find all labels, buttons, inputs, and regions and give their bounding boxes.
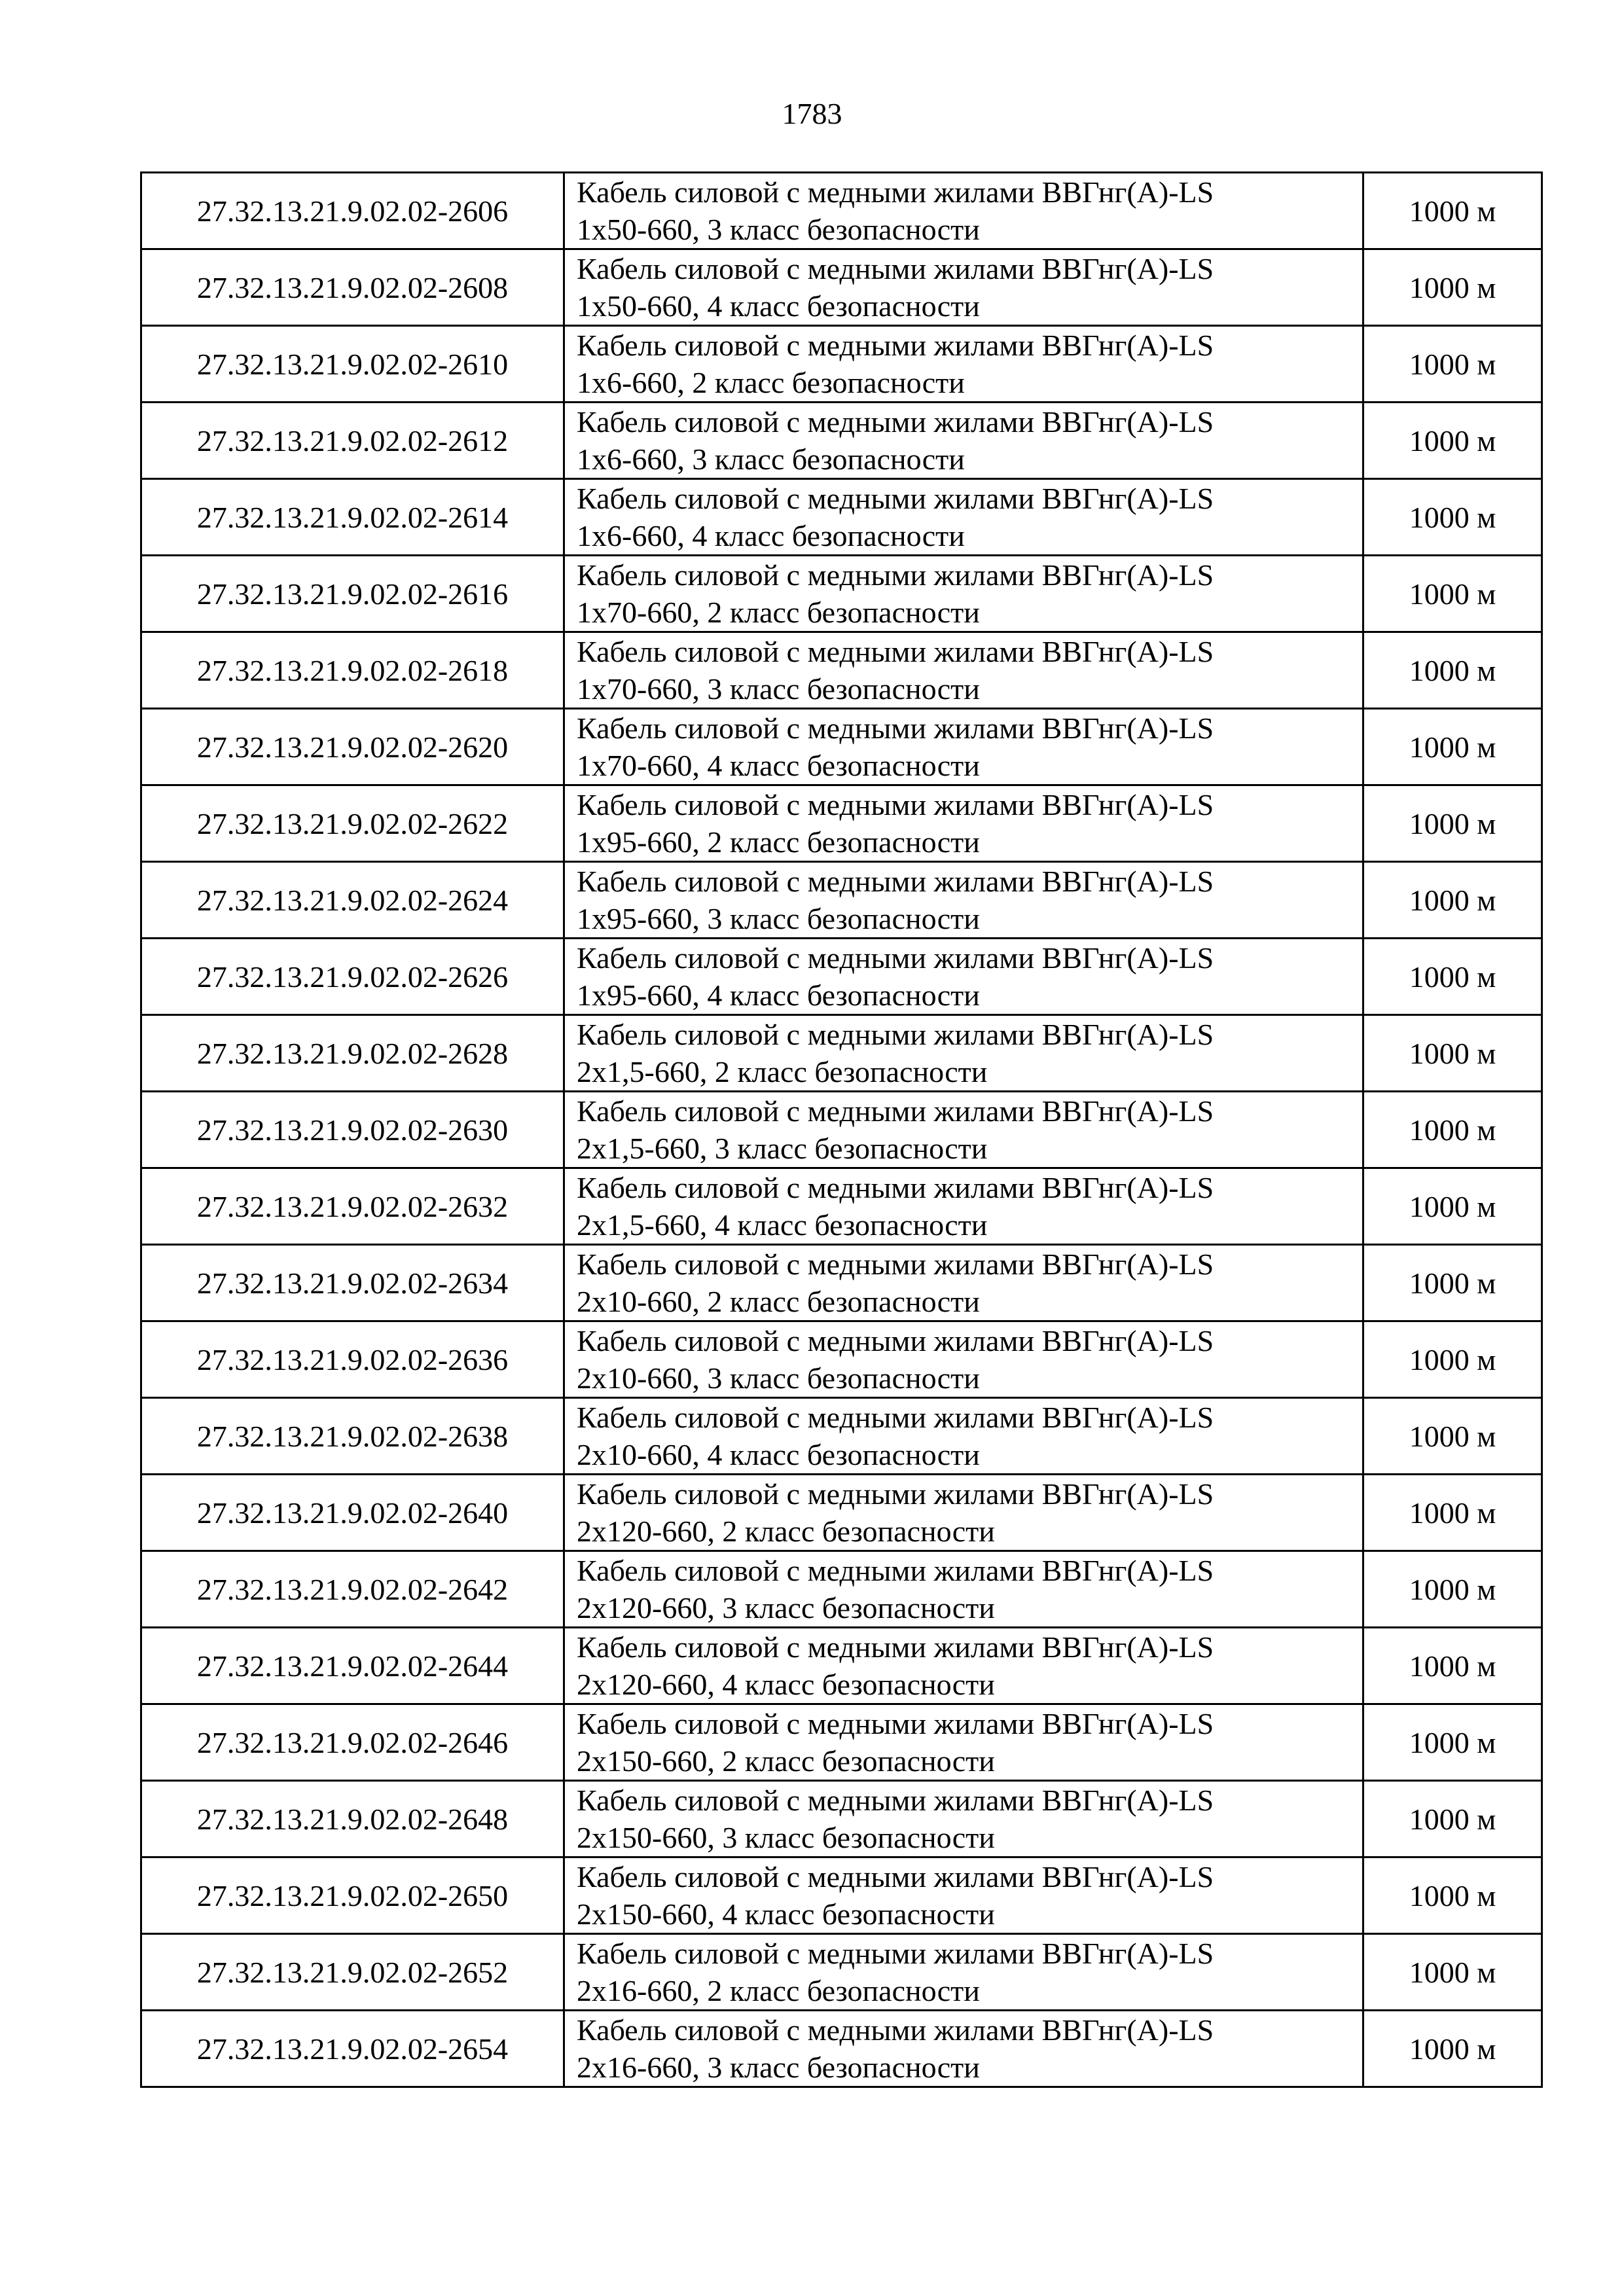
resource-code-cell: 27.32.13.21.9.02.02-2618 [141, 632, 564, 709]
resource-description-cell [564, 1934, 1363, 2011]
resource-code-cell: 27.32.13.21.9.02.02-2610 [141, 326, 564, 403]
unit-cell: 1000 м [1363, 1245, 1542, 1321]
unit-cell: 1000 м [1363, 249, 1542, 326]
table-row [141, 785, 1542, 862]
description-line-1: Кабель силовой с медными жилами ВВГнг(А)-LS [577, 175, 1214, 209]
description-line-2: 1х95-660, 4 класс безопасности [577, 978, 980, 1012]
table-body [141, 173, 1542, 2087]
description-line-2: 1х70-660, 4 класс безопасности [577, 749, 980, 782]
unit-cell: 1000 м [1363, 785, 1542, 862]
description-line-1: Кабель силовой с медными жилами ВВГнг(А)-LS [577, 1247, 1214, 1281]
description-line-1: Кабель силовой с медными жилами ВВГнг(А)-LS [577, 711, 1214, 745]
description-line-1: Кабель силовой с медными жилами ВВГнг(А)-LS [577, 1784, 1214, 1817]
resource-description-cell [564, 479, 1363, 556]
resource-description-cell [564, 632, 1363, 709]
unit-cell: 1000 м [1363, 1168, 1542, 1245]
unit-cell: 1000 м [1363, 556, 1542, 632]
description-line-2: 1х50-660, 4 класс безопасности [577, 289, 980, 323]
resource-description-cell [564, 1015, 1363, 1092]
unit-cell: 1000 м [1363, 173, 1542, 249]
resource-description-cell [564, 862, 1363, 939]
unit-cell: 1000 м [1363, 1857, 1542, 1934]
table-row [141, 479, 1542, 556]
resource-code-cell: 27.32.13.21.9.02.02-2622 [141, 785, 564, 862]
unit-cell: 1000 м [1363, 939, 1542, 1015]
resource-description-cell [564, 1551, 1363, 1628]
unit-cell: 1000 м [1363, 479, 1542, 556]
table-row [141, 939, 1542, 1015]
description-line-2: 2х120-660, 3 класс безопасности [577, 1591, 995, 1624]
resource-description-cell [564, 939, 1363, 1015]
table-row [141, 1398, 1542, 1475]
description-line-1: Кабель силовой с медными жилами ВВГнг(А)-LS [577, 252, 1214, 285]
unit-cell: 1000 м [1363, 2011, 1542, 2087]
description-line-1: Кабель силовой с медными жилами ВВГнг(А)-LS [577, 558, 1214, 592]
resource-code-cell: 27.32.13.21.9.02.02-2632 [141, 1168, 564, 1245]
resource-code-cell: 27.32.13.21.9.02.02-2626 [141, 939, 564, 1015]
description-line-1: Кабель силовой с медными жилами ВВГнг(А)-LS [577, 1094, 1214, 1128]
resource-description-cell [564, 1704, 1363, 1781]
unit-cell: 1000 м [1363, 326, 1542, 403]
description-line-1: Кабель силовой с медными жилами ВВГнг(А)-LS [577, 1630, 1214, 1664]
description-line-1: Кабель силовой с медными жилами ВВГнг(А)-LS [577, 1018, 1214, 1051]
unit-cell: 1000 м [1363, 1475, 1542, 1551]
table-row [141, 2011, 1542, 2087]
resource-description-cell [564, 173, 1363, 249]
unit-cell: 1000 м [1363, 1092, 1542, 1168]
table-row [141, 1628, 1542, 1704]
description-line-2: 2х10-660, 3 класс безопасности [577, 1361, 980, 1395]
resource-description-cell [564, 249, 1363, 326]
resource-code-cell: 27.32.13.21.9.02.02-2650 [141, 1857, 564, 1934]
resource-description-cell [564, 1475, 1363, 1551]
resource-code-cell: 27.32.13.21.9.02.02-2616 [141, 556, 564, 632]
description-line-1: Кабель силовой с медными жилами ВВГнг(А)-LS [577, 2013, 1214, 2047]
resource-code-cell: 27.32.13.21.9.02.02-2620 [141, 709, 564, 785]
resource-code-cell: 27.32.13.21.9.02.02-2638 [141, 1398, 564, 1475]
description-line-2: 2х10-660, 2 класс безопасности [577, 1285, 980, 1318]
resource-code-cell: 27.32.13.21.9.02.02-2608 [141, 249, 564, 326]
table-row [141, 1551, 1542, 1628]
description-line-2: 1х50-660, 3 класс безопасности [577, 213, 980, 246]
resource-description-cell [564, 1628, 1363, 1704]
description-line-1: Кабель силовой с медными жилами ВВГнг(А)-LS [577, 1171, 1214, 1204]
unit-cell: 1000 м [1363, 1628, 1542, 1704]
description-line-1: Кабель силовой с медными жилами ВВГнг(А)-LS [577, 1860, 1214, 1893]
resource-description-cell [564, 785, 1363, 862]
resource-description-cell [564, 2011, 1363, 2087]
table-row [141, 1321, 1542, 1398]
table-row [141, 1475, 1542, 1551]
description-line-2: 2х150-660, 2 класс безопасности [577, 1744, 995, 1778]
unit-cell: 1000 м [1363, 403, 1542, 479]
table-row [141, 1092, 1542, 1168]
resource-code-cell: 27.32.13.21.9.02.02-2606 [141, 173, 564, 249]
unit-cell: 1000 м [1363, 709, 1542, 785]
description-line-2: 2х120-660, 4 класс безопасности [577, 1668, 995, 1701]
unit-cell: 1000 м [1363, 632, 1542, 709]
description-line-2: 2х1,5-660, 2 класс безопасности [577, 1055, 988, 1088]
resource-code-cell: 27.32.13.21.9.02.02-2624 [141, 862, 564, 939]
description-line-2: 2х150-660, 3 класс безопасности [577, 1821, 995, 1854]
unit-cell: 1000 м [1363, 1321, 1542, 1398]
resource-code-cell: 27.32.13.21.9.02.02-2628 [141, 1015, 564, 1092]
description-line-1: Кабель силовой с медными жилами ВВГнг(А)-LS [577, 1707, 1214, 1740]
resource-description-cell [564, 709, 1363, 785]
resource-description-cell [564, 1857, 1363, 1934]
description-line-1: Кабель силовой с медными жилами ВВГнг(А)-LS [577, 1477, 1214, 1511]
resource-description-cell [564, 1168, 1363, 1245]
description-line-1: Кабель силовой с медными жилами ВВГнг(А)-LS [577, 1937, 1214, 1970]
resource-description-cell [564, 326, 1363, 403]
table-row [141, 1245, 1542, 1321]
description-line-2: 1х70-660, 3 класс безопасности [577, 672, 980, 706]
resource-code-cell: 27.32.13.21.9.02.02-2642 [141, 1551, 564, 1628]
unit-cell: 1000 м [1363, 1934, 1542, 2011]
resource-code-cell: 27.32.13.21.9.02.02-2654 [141, 2011, 564, 2087]
description-line-1: Кабель силовой с медными жилами ВВГнг(А)-LS [577, 1554, 1214, 1587]
resource-description-cell [564, 1321, 1363, 1398]
unit-cell: 1000 м [1363, 1398, 1542, 1475]
table-row [141, 249, 1542, 326]
description-line-2: 1х70-660, 2 класс безопасности [577, 596, 980, 629]
description-line-1: Кабель силовой с медными жилами ВВГнг(А)-LS [577, 1324, 1214, 1357]
resource-code-cell: 27.32.13.21.9.02.02-2648 [141, 1781, 564, 1857]
table-row [141, 1168, 1542, 1245]
resource-code-cell: 27.32.13.21.9.02.02-2630 [141, 1092, 564, 1168]
resource-description-cell [564, 556, 1363, 632]
description-line-2: 1х6-660, 4 класс безопасности [577, 519, 965, 552]
table-row [141, 556, 1542, 632]
table-row [141, 1781, 1542, 1857]
description-line-1: Кабель силовой с медными жилами ВВГнг(А)-LS [577, 405, 1214, 439]
resource-description-cell [564, 1245, 1363, 1321]
description-line-2: 1х6-660, 2 класс безопасности [577, 366, 965, 399]
resource-code-cell: 27.32.13.21.9.02.02-2652 [141, 1934, 564, 2011]
unit-cell: 1000 м [1363, 1015, 1542, 1092]
table-row [141, 632, 1542, 709]
resource-code-cell: 27.32.13.21.9.02.02-2640 [141, 1475, 564, 1551]
resource-description-cell [564, 1092, 1363, 1168]
resource-code-cell: 27.32.13.21.9.02.02-2612 [141, 403, 564, 479]
description-line-1: Кабель силовой с медными жилами ВВГнг(А)-LS [577, 865, 1214, 898]
table-row [141, 173, 1542, 249]
description-line-2: 1х6-660, 3 класс безопасности [577, 442, 965, 476]
unit-cell: 1000 м [1363, 1551, 1542, 1628]
resource-code-cell: 27.32.13.21.9.02.02-2644 [141, 1628, 564, 1704]
resource-table [140, 171, 1543, 2088]
description-line-2: 2х16-660, 3 класс безопасности [577, 2051, 980, 2084]
description-line-1: Кабель силовой с медными жилами ВВГнг(А)-LS [577, 635, 1214, 668]
table-row [141, 709, 1542, 785]
unit-cell: 1000 м [1363, 1781, 1542, 1857]
resource-code-cell: 27.32.13.21.9.02.02-2636 [141, 1321, 564, 1398]
table-row [141, 1015, 1542, 1092]
resource-code-cell: 27.32.13.21.9.02.02-2614 [141, 479, 564, 556]
resource-code-cell: 27.32.13.21.9.02.02-2634 [141, 1245, 564, 1321]
table-row [141, 862, 1542, 939]
description-line-2: 1х95-660, 3 класс безопасности [577, 902, 980, 935]
description-line-2: 1х95-660, 2 класс безопасности [577, 825, 980, 859]
description-line-1: Кабель силовой с медными жилами ВВГнг(А)-LS [577, 788, 1214, 821]
resource-description-cell [564, 403, 1363, 479]
description-line-2: 2х16-660, 2 класс безопасности [577, 1974, 980, 2007]
table-row [141, 1704, 1542, 1781]
description-line-2: 2х120-660, 2 класс безопасности [577, 1515, 995, 1548]
table-row [141, 326, 1542, 403]
description-line-2: 2х150-660, 4 класс безопасности [577, 1897, 995, 1931]
resource-code-cell: 27.32.13.21.9.02.02-2646 [141, 1704, 564, 1781]
description-line-1: Кабель силовой с медными жилами ВВГнг(А)-LS [577, 941, 1214, 975]
unit-cell: 1000 м [1363, 862, 1542, 939]
resource-description-cell [564, 1781, 1363, 1857]
unit-cell: 1000 м [1363, 1704, 1542, 1781]
description-line-2: 2х1,5-660, 4 класс безопасности [577, 1208, 988, 1242]
table-row [141, 1857, 1542, 1934]
table-row [141, 403, 1542, 479]
description-line-2: 2х1,5-660, 3 класс безопасности [577, 1132, 988, 1165]
table-row [141, 1934, 1542, 2011]
page-number: 1783 [782, 97, 842, 130]
description-line-1: Кабель силовой с медными жилами ВВГнг(А)-LS [577, 482, 1214, 515]
description-line-1: Кабель силовой с медными жилами ВВГнг(А)-LS [577, 1401, 1214, 1434]
resource-description-cell [564, 1398, 1363, 1475]
description-line-2: 2х10-660, 4 класс безопасности [577, 1438, 980, 1471]
description-line-1: Кабель силовой с медными жилами ВВГнг(А)-LS [577, 329, 1214, 362]
